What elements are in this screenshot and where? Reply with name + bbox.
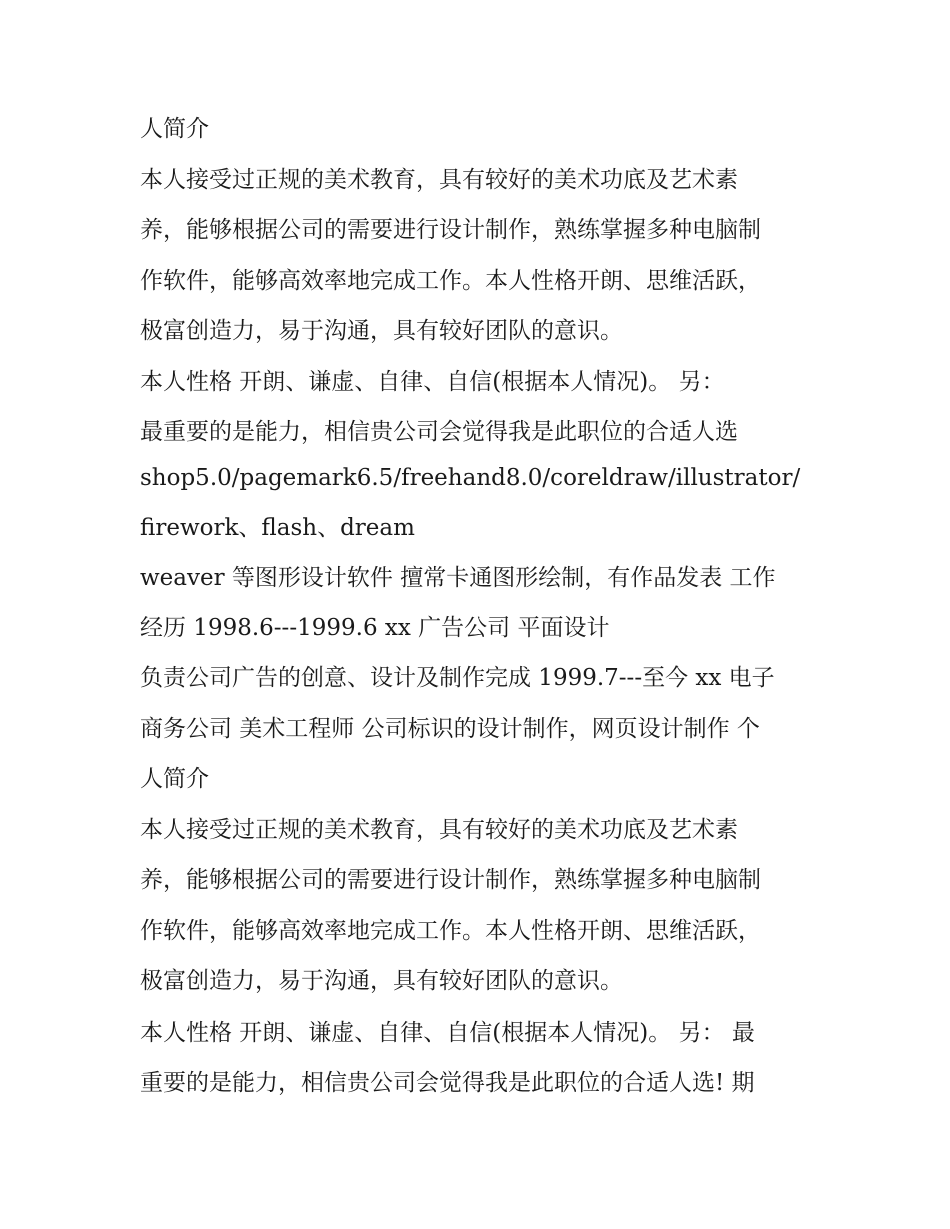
text-line: 极富创造力，易于沟通，具有较好团队的意识。 bbox=[140, 968, 623, 994]
text-line: 作软件，能够高效率地完成工作。本人性格开朗、思维活跃， bbox=[140, 918, 761, 944]
text-line: 养，能够根据公司的需要进行设计制作，熟练掌握多种电脑制 bbox=[140, 867, 761, 893]
text-line: 最重要的是能力，相信贵公司会觉得我是此职位的合适人选 bbox=[140, 419, 738, 445]
text-line: 养，能够根据公司的需要进行设计制作，熟练掌握多种电脑制 bbox=[140, 217, 761, 243]
text-line: 本人性格 开朗、谦虚、自律、自信(根据本人情况)。 另： 最 bbox=[140, 1020, 755, 1046]
text-line: 经历 1998.6---1999.6 xx 广告公司 平面设计 bbox=[140, 615, 610, 641]
text-line: 负责公司广告的创意、设计及制作完成 1999.7---至今 xx 电子 bbox=[140, 665, 775, 691]
text-line: shop5.0/pagemark6.5/freehand8.0/coreldraw/illustrator/ bbox=[140, 465, 801, 491]
text-line: weaver 等图形设计软件 擅常卡通图形绘制，有作品发表 工作 bbox=[140, 565, 776, 591]
text-line: firework、flash、dream bbox=[140, 515, 415, 541]
text-line: 人简介 bbox=[140, 116, 209, 142]
text-line: 人简介 bbox=[140, 766, 209, 792]
text-line: 本人性格 开朗、谦虚、自律、自信(根据本人情况)。 另： bbox=[140, 369, 725, 395]
text-line: 商务公司 美术工程师 公司标识的设计制作，网页设计制作 个 bbox=[140, 716, 760, 742]
text-line: 作软件，能够高效率地完成工作。本人性格开朗、思维活跃， bbox=[140, 268, 761, 294]
text-line: 本人接受过正规的美术教育，具有较好的美术功底及艺术素 bbox=[140, 167, 738, 193]
text-line: 本人接受过正规的美术教育，具有较好的美术功底及艺术素 bbox=[140, 817, 738, 843]
text-line: 重要的是能力，相信贵公司会觉得我是此职位的合适人选! 期 bbox=[140, 1070, 755, 1096]
text-line: 极富创造力，易于沟通，具有较好团队的意识。 bbox=[140, 318, 623, 344]
